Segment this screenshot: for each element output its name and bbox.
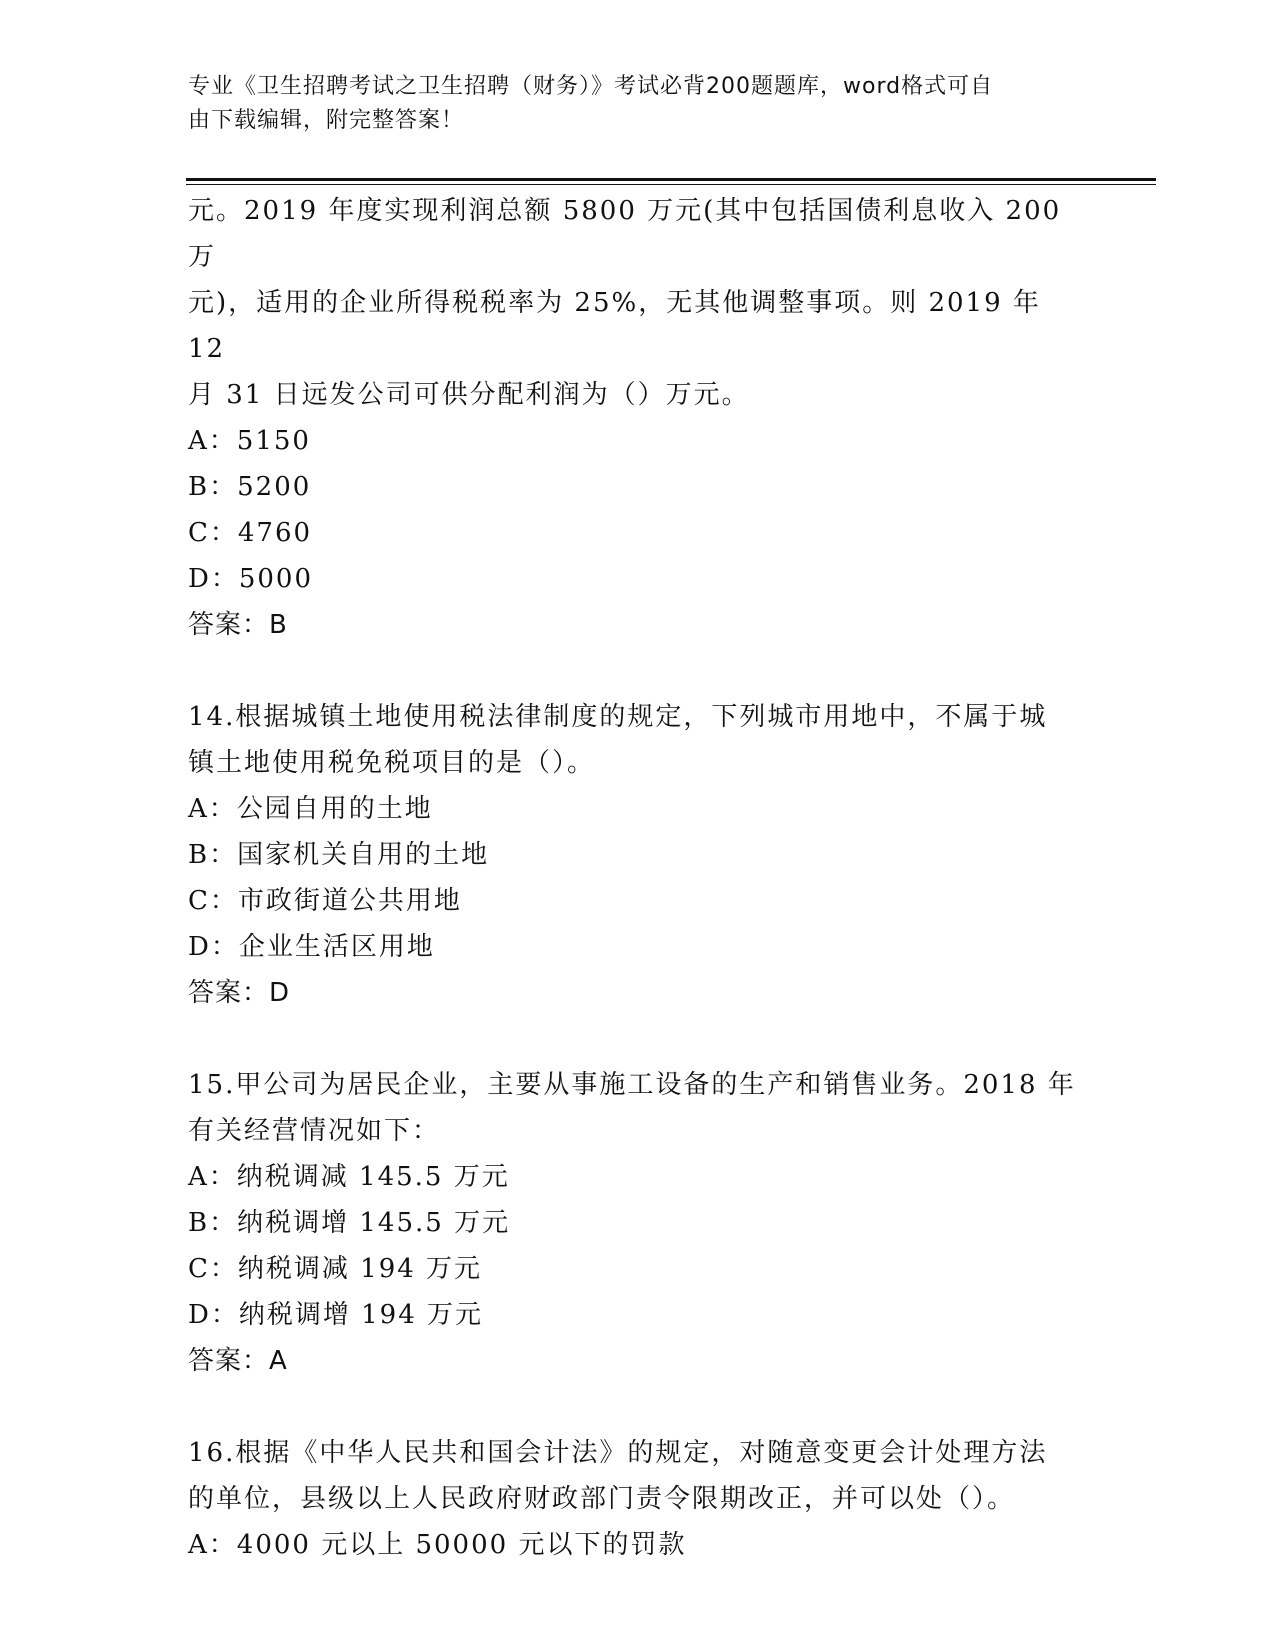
question-list [188, 188, 1088, 1568]
question-15 [188, 1062, 1088, 1384]
question-15-text-line-2: 有关经营情况如下： [188, 1116, 441, 1146]
question-16-text-line-2: 的单位，县级以上人民政府财政部门责令限期改正，并可以处（）。 [188, 1484, 1016, 1514]
question-14-text-line-1: 14.根据城镇土地使用税法律制度的规定，下列城市用地中，不属于城 [188, 702, 1048, 732]
header-divider-thick [186, 178, 1156, 181]
question-15-option-b: B：纳税调增 145.5 万元 [188, 1208, 511, 1238]
spacer [188, 1384, 1088, 1430]
question-14 [188, 694, 1088, 1016]
spacer [188, 648, 1088, 694]
question-14-answer: 答案：D [188, 978, 291, 1008]
question-13-answer: 答案：B [188, 610, 288, 640]
spacer [188, 1016, 1088, 1062]
question-15-option-a: A：纳税调减 145.5 万元 [188, 1162, 510, 1192]
question-16-text-line-1: 16.根据《中华人民共和国会计法》的规定，对随意变更会计处理方法 [188, 1438, 1048, 1468]
question-14-option-b: B：国家机关自用的土地 [188, 840, 490, 870]
header-line-2: 由下载编辑，附完整答案！ [188, 108, 465, 133]
question-13-text-line-2: 元)，适用的企业所得税税率为 25%，无其他调整事项。则 2019 年 12 [188, 288, 1041, 364]
question-15-answer: 答案：A [188, 1346, 288, 1376]
question-13 [188, 188, 1088, 648]
question-14-option-d: D：企业生活区用地 [188, 932, 435, 962]
question-14-option-c: C：市政街道公共用地 [188, 886, 462, 916]
question-16-option-a: A：4000 元以上 50000 元以下的罚款 [188, 1530, 687, 1560]
document-header [188, 70, 1088, 138]
question-16 [188, 1430, 1088, 1568]
question-15-option-d: D：纳税调增 194 万元 [188, 1300, 484, 1330]
question-13-option-b: B：5200 [188, 472, 312, 502]
question-13-option-c: C：4760 [188, 518, 313, 548]
header-divider-thin [186, 184, 1156, 185]
question-13-text-line-1: 元。2019 年度实现利润总额 5800 万元(其中包括国债利息收入 200 万 [188, 196, 1062, 272]
question-13-option-d: D：5000 [188, 564, 314, 594]
question-15-text-line-1: 15.甲公司为居民企业，主要从事施工设备的生产和销售业务。2018 年 [188, 1070, 1076, 1100]
question-14-text-line-2: 镇土地使用税免税项目的是（）。 [188, 748, 596, 778]
question-13-text-line-3: 月 31 日远发公司可供分配利润为（）万元。 [188, 380, 750, 410]
question-13-option-a: A：5150 [188, 426, 311, 456]
header-line-1: 专业《卫生招聘考试之卫生招聘（财务）》考试必背200题题库，word格式可自 [188, 74, 994, 99]
question-14-option-a: A：公园自用的土地 [188, 794, 433, 824]
question-15-option-c: C：纳税调减 194 万元 [188, 1254, 483, 1284]
